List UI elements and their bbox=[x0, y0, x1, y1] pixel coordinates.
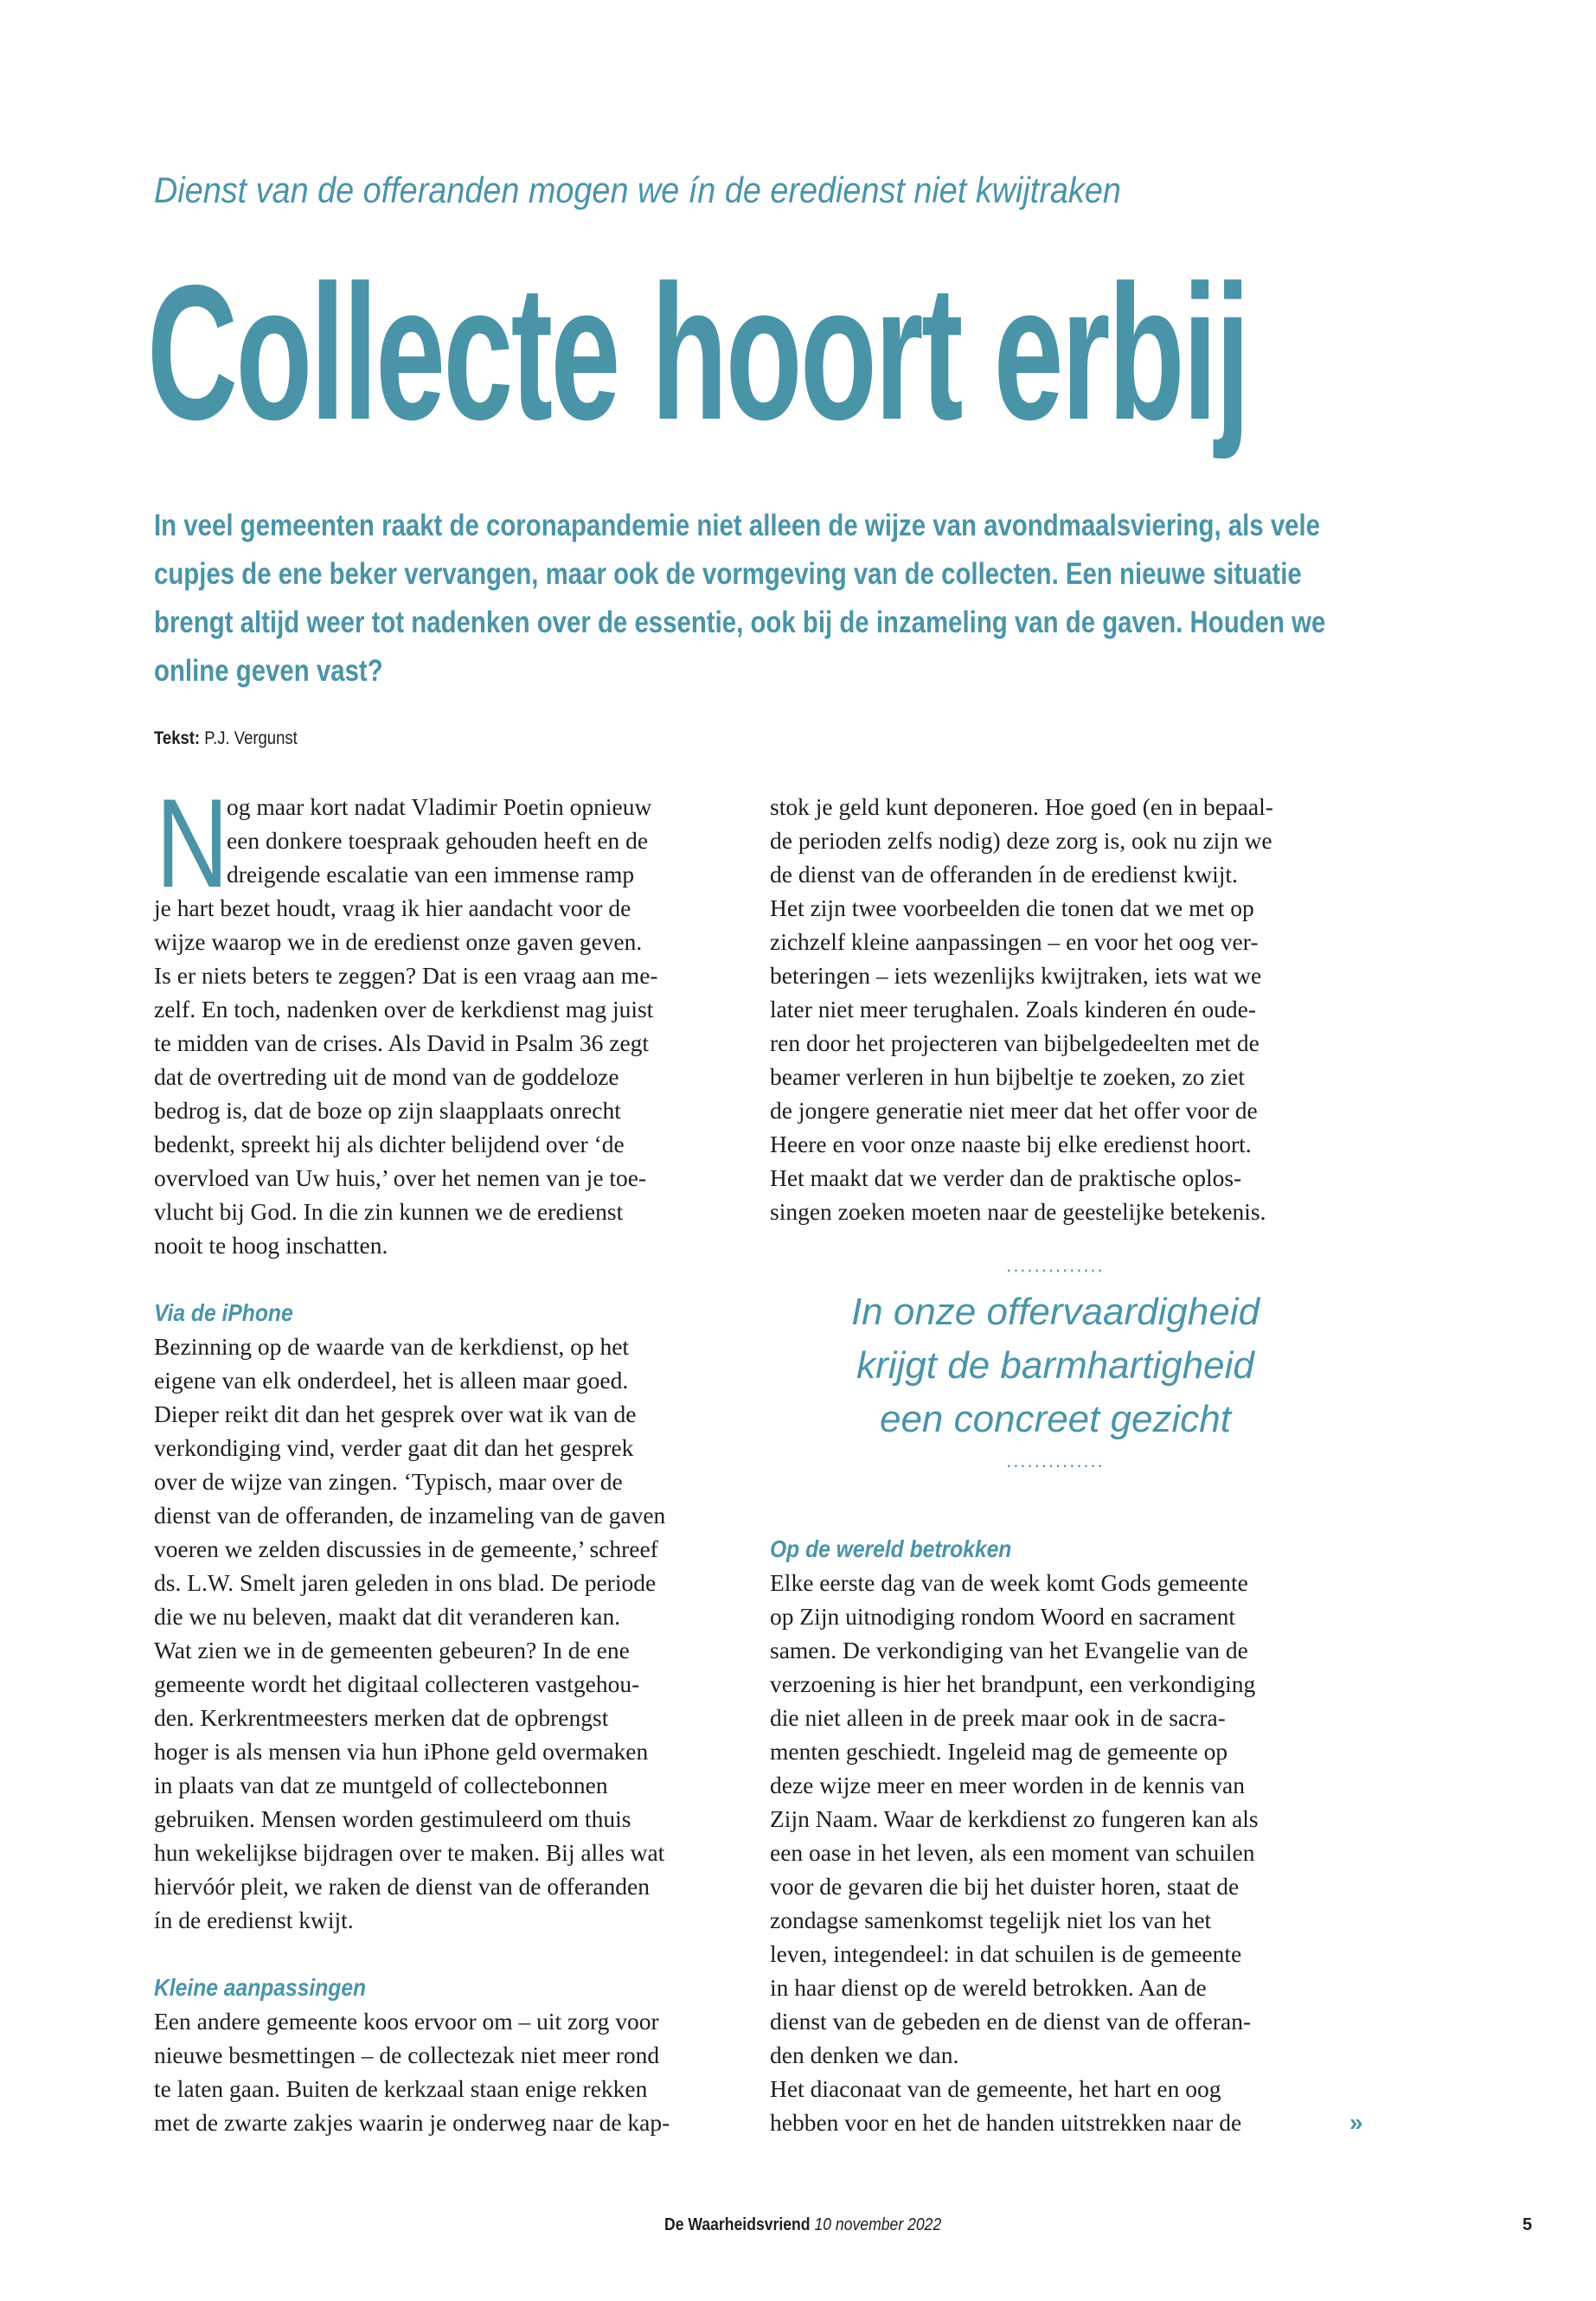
text-line: dienst van de offeranden, de inzameling van de gaven bbox=[154, 1502, 666, 1529]
text-line: overvloed van Uw huis,’ over het nemen van je toe- bbox=[154, 1164, 647, 1191]
text-line: hoger is als mensen via hun iPhone geld overmaken bbox=[154, 1738, 649, 1765]
text-line: te laten gaan. Buiten de kerkzaal staan enige rekken bbox=[154, 2075, 648, 2102]
pull-quote-line: krijgt de barmhartigheid bbox=[856, 1344, 1254, 1387]
text-line: hebben voor en het de handen uitstrekken naar de bbox=[770, 2109, 1242, 2136]
text-line: zelf. En toch, nadenken over de kerkdienst mag juist bbox=[154, 996, 654, 1022]
text-line: samen. De verkondiging van het Evangelie van de bbox=[770, 1637, 1248, 1663]
section-paragraph bbox=[154, 2004, 727, 2139]
text-line: online geven vast? bbox=[154, 654, 383, 688]
text-line: in haar dienst op de wereld betrokken. Aan de bbox=[770, 1974, 1207, 2001]
drop-cap: N bbox=[156, 772, 229, 913]
text-line: menten geschiedt. Ingeleid mag de gemeente op bbox=[770, 1738, 1228, 1765]
text-line: Dieper reikt dit dan het gesprek over wat ik van de bbox=[154, 1400, 637, 1427]
text-line: cupjes de ene beker vervangen, maar ook de vormgeving van de collecten. Een nieuwe situatie bbox=[154, 557, 1302, 591]
publication-name: De Waarheidsvriend bbox=[664, 2215, 811, 2234]
footer bbox=[664, 2215, 941, 2235]
text-line: in plaats van dat ze muntgeld of collectebonnen bbox=[154, 1772, 608, 1798]
text-line: te midden van de crises. Als David in Psalm 36 zegt bbox=[154, 1029, 650, 1056]
text-line: Is er niets beters te zeggen? Dat is een vraag aan me- bbox=[154, 962, 658, 989]
text-line: In veel gemeenten raakt de coronapandemie niet alleen de wijze van avondmaalsviering, als vele bbox=[154, 509, 1321, 542]
byline bbox=[154, 728, 298, 749]
text-line: ren door het projecteren van bijbelgedeelten met de bbox=[770, 1029, 1259, 1056]
text-line: dreigende escalatie van een immense ramp bbox=[227, 861, 635, 888]
article-title: Collecte hoort erbij bbox=[147, 246, 1248, 460]
text-line: je hart bezet houdt, vraag ik hier aandacht voor de bbox=[154, 894, 631, 921]
text-line: Elke eerste dag van de week komt Gods gemeente bbox=[770, 1569, 1248, 1596]
text-line: deze wijze meer en meer worden in de kennis van bbox=[770, 1772, 1245, 1798]
section-heading: Kleine aanpassingen bbox=[154, 1974, 367, 2001]
text-line: de dienst van de offeranden ín de eredienst kwijt. bbox=[770, 861, 1238, 888]
text-line: ds. L.W. Smelt jaren geleden in ons blad. De periode bbox=[154, 1569, 657, 1596]
column-right bbox=[770, 790, 1341, 1228]
column-right-lower bbox=[770, 1532, 1341, 2139]
text-line: zichzelf kleine aanpassingen – en voor het oog ver- bbox=[770, 928, 1259, 955]
text-line: voeren we zelden discussies in de gemeente,’ schreef bbox=[154, 1535, 658, 1562]
pull-quote-line: een concreet gezicht bbox=[879, 1398, 1232, 1440]
page-number: 5 bbox=[1522, 2215, 1533, 2234]
text-line: Een andere gemeente koos ervoor om – uit zorg voor bbox=[154, 2008, 659, 2035]
text-line: dat de overtreding uit de mond van de goddeloze bbox=[154, 1063, 619, 1090]
text-line: gemeente wordt het digitaal collecteren vastgehou- bbox=[154, 1670, 640, 1697]
pull-quote-line: In onze offervaardigheid bbox=[850, 1291, 1260, 1333]
text-line: over de wijze van zingen. ‘Typisch, maar over de bbox=[154, 1468, 623, 1495]
kicker-subtitle: Dienst van de offeranden mogen we ín de eredienst niet kwijtraken bbox=[154, 170, 1121, 210]
section-paragraph bbox=[154, 1330, 727, 1937]
pull-quote-divider: .............. bbox=[1006, 1254, 1105, 1276]
section-heading: Via de iPhone bbox=[154, 1299, 293, 1326]
pull-quote bbox=[770, 1254, 1341, 1472]
text-line: Het diaconaat van de gemeente, het hart en oog bbox=[770, 2075, 1221, 2102]
text-line: zondagse samenkomst tegelijk niet los van het bbox=[770, 1907, 1212, 1933]
text-line: Het maakt dat we verder dan de praktische oplos- bbox=[770, 1164, 1242, 1191]
text-line: hiervóór pleit, we raken de dienst van de offeranden bbox=[154, 1873, 650, 1900]
text-line: Zijn Naam. Waar de kerkdienst zo fungeren kan als bbox=[770, 1805, 1259, 1832]
intro-paragraph bbox=[154, 772, 727, 1262]
text-line: Het zijn twee voorbeelden die tonen dat we met op bbox=[770, 894, 1254, 921]
lead-paragraph bbox=[154, 502, 1548, 695]
text-line: met de zwarte zakjes waarin je onderweg naar de kap- bbox=[154, 2109, 670, 2136]
column-left bbox=[154, 772, 727, 2139]
text-line: den. Kerkrentmeesters merken dat de opbrengst bbox=[154, 1704, 609, 1731]
text-line: singen zoeken moeten naar de geestelijke betekenis. bbox=[770, 1198, 1266, 1225]
text-line: dienst van de gebeden en de dienst van de offeran- bbox=[770, 2008, 1252, 2035]
continue-arrow-icon: » bbox=[1349, 2109, 1363, 2136]
text-line: beteringen – iets wezenlijks kwijtraken, iets wat we bbox=[770, 962, 1262, 989]
text-line: een donkere toespraak gehouden heeft en de bbox=[227, 827, 649, 854]
section-heading: Op de wereld betrokken bbox=[770, 1535, 1012, 1562]
text-line: bedenkt, spreekt hij als dichter belijdend over ‘de bbox=[154, 1131, 625, 1157]
pull-quote-divider: .............. bbox=[1006, 1450, 1105, 1471]
text-line: den denken we dan. bbox=[770, 2041, 959, 2068]
text-line: beamer verleren in hun bijbeltje te zoeken, zo ziet bbox=[770, 1063, 1245, 1090]
text-line: later niet meer terughalen. Zoals kinderen én oude- bbox=[770, 996, 1256, 1022]
text-line: nooit te hoog inschatten. bbox=[154, 1232, 388, 1259]
text-line: bedrog is, dat de boze op zijn slaapplaats onrecht bbox=[154, 1097, 621, 1124]
text-line: de perioden zelfs nodig) deze zorg is, ook nu zijn we bbox=[770, 827, 1272, 854]
text-line: gebruiken. Mensen worden gestimuleerd om thuis bbox=[154, 1805, 631, 1832]
text-line: vlucht bij God. In die zin kunnen we de eredienst bbox=[154, 1198, 624, 1225]
text-line: verkondiging vind, verder gaat dit dan het gesprek bbox=[154, 1434, 634, 1461]
text-line: hun wekelijkse bijdragen over te maken. Bij alles wat bbox=[154, 1839, 665, 1866]
continued-paragraph bbox=[770, 790, 1341, 1228]
section-paragraph bbox=[770, 1566, 1341, 2139]
byline-label: Tekst: bbox=[154, 728, 201, 748]
text-line: Heere en voor onze naaste bij elke eredienst hoort. bbox=[770, 1131, 1252, 1157]
text-line: die we nu beleven, maakt dat dit veranderen kan. bbox=[154, 1603, 621, 1630]
text-line: wijze waarop we in de eredienst onze gaven geven. bbox=[154, 928, 643, 955]
text-line: een oase in het leven, als een moment van schuilen bbox=[770, 1839, 1255, 1866]
text-line: die niet alleen in de preek maar ook in de sacra- bbox=[770, 1704, 1226, 1731]
text-line: Bezinning op de waarde van de kerkdienst, op het bbox=[154, 1333, 630, 1360]
text-line: voor de gevaren die bij het duister horen, staat de bbox=[770, 1873, 1240, 1900]
text-line: Wat zien we in de gemeenten gebeuren? In de ene bbox=[154, 1637, 630, 1663]
text-line: eigene van elk onderdeel, het is alleen maar goed. bbox=[154, 1367, 629, 1394]
text-line: stok je geld kunt deponeren. Hoe goed (en in bepaal- bbox=[770, 793, 1273, 820]
text-line: brengt altijd weer tot nadenken over de essentie, ook bij de inzameling van de gaven. Houden we bbox=[154, 606, 1326, 639]
text-line: og maar kort nadat Vladimir Poetin opnieuw bbox=[227, 793, 652, 820]
text-line: nieuwe besmettingen – de collectezak niet meer rond bbox=[154, 2041, 660, 2068]
text-line: op Zijn uitnodiging rondom Woord en sacrament bbox=[770, 1603, 1236, 1630]
text-line: verzoening is hier het brandpunt, een verkondiging bbox=[770, 1670, 1256, 1697]
byline-author: P.J. Vergunst bbox=[204, 728, 298, 748]
text-line: de jongere generatie niet meer dat het offer voor de bbox=[770, 1097, 1258, 1124]
text-line: leven, integendeel: in dat schuilen is de gemeente bbox=[770, 1940, 1242, 1967]
text-line: ín de eredienst kwijt. bbox=[154, 1907, 354, 1933]
issue-date: 10 november 2022 bbox=[814, 2215, 942, 2234]
